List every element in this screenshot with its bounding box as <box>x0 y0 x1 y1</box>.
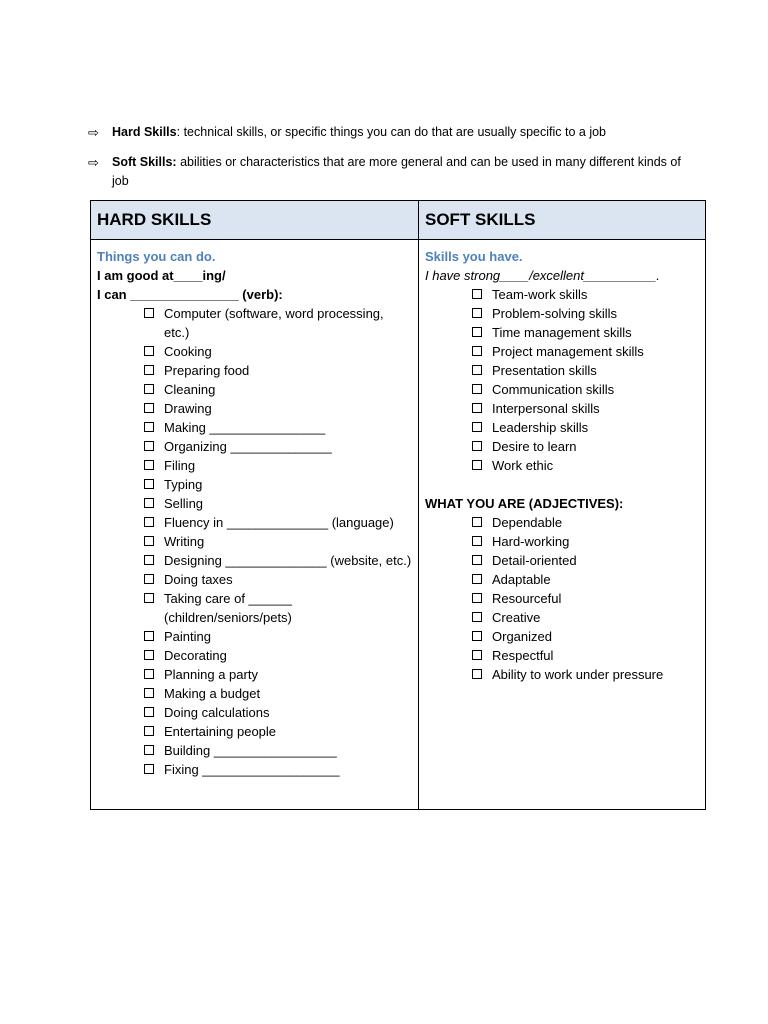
checklist-item[interactable] <box>425 418 699 437</box>
checklist-item[interactable] <box>97 722 412 741</box>
checklist-item-label: Doing calculations <box>164 705 270 720</box>
checkbox-icon[interactable] <box>144 631 154 641</box>
checkbox-icon[interactable] <box>472 422 482 432</box>
checkbox-icon[interactable] <box>144 422 154 432</box>
soft-skills-list <box>425 285 699 475</box>
checkbox-icon[interactable] <box>144 308 154 318</box>
checklist-item[interactable] <box>97 361 412 380</box>
checkbox-icon[interactable] <box>144 688 154 698</box>
checkbox-icon[interactable] <box>472 460 482 470</box>
checkbox-icon[interactable] <box>144 346 154 356</box>
checklist-item[interactable] <box>97 532 412 551</box>
checklist-item[interactable] <box>425 551 699 570</box>
checklist-item[interactable] <box>425 627 699 646</box>
checklist-item-label: Computer (software, word processing, etc.) <box>164 306 384 340</box>
checklist-item[interactable] <box>97 418 412 437</box>
checkbox-icon[interactable] <box>144 745 154 755</box>
checkbox-icon[interactable] <box>472 308 482 318</box>
checklist-item[interactable] <box>97 304 412 342</box>
checkbox-icon[interactable] <box>144 460 154 470</box>
spacer <box>425 475 699 494</box>
checklist-item-label: Work ethic <box>492 458 554 473</box>
checklist-item-label: Desire to learn <box>492 439 577 454</box>
checklist-item[interactable] <box>97 570 412 589</box>
checkbox-icon[interactable] <box>472 327 482 337</box>
checklist-item[interactable] <box>97 627 412 646</box>
checklist-item-label: Creative <box>492 610 541 625</box>
checklist-item[interactable] <box>425 570 699 589</box>
checkbox-icon[interactable] <box>472 669 482 679</box>
checkbox-icon[interactable] <box>144 479 154 489</box>
checklist-item[interactable] <box>97 589 412 627</box>
soft-skills-cell <box>419 240 706 810</box>
checklist-item[interactable] <box>425 361 699 380</box>
checkbox-icon[interactable] <box>472 365 482 375</box>
checklist-item-label: Taking care of ______ (children/seniors/pets) <box>164 591 292 625</box>
checklist-item-label: Respectful <box>492 648 554 663</box>
checkbox-icon[interactable] <box>144 764 154 774</box>
definition-hard-skills <box>88 123 688 142</box>
checkbox-icon[interactable] <box>144 593 154 603</box>
checklist-item-label: Problem-solving skills <box>492 306 617 321</box>
checklist-item[interactable] <box>425 589 699 608</box>
checklist-item-label: Detail-oriented <box>492 553 577 568</box>
checkbox-icon[interactable] <box>144 574 154 584</box>
definition-text: abilities or characteristics that are more general and can be used in many different kinds of job <box>112 155 681 188</box>
checklist-item-label: Designing ______________ (website, etc.) <box>164 553 412 568</box>
checkbox-icon[interactable] <box>144 726 154 736</box>
checklist-item[interactable] <box>97 513 412 532</box>
checklist-item[interactable] <box>425 513 699 532</box>
checklist-item-label: Writing <box>164 534 205 549</box>
checklist-item-label: Decorating <box>164 648 227 663</box>
checkbox-icon[interactable] <box>472 631 482 641</box>
checklist-item-label: Filing <box>164 458 196 473</box>
checkbox-icon[interactable] <box>144 650 154 660</box>
checklist-item-label: Typing <box>164 477 203 492</box>
hard-skills-header: HARD SKILLS <box>91 201 419 240</box>
checklist-item[interactable] <box>425 304 699 323</box>
checklist-item[interactable] <box>425 399 699 418</box>
checklist-item[interactable] <box>425 532 699 551</box>
checkbox-icon[interactable] <box>144 441 154 451</box>
checklist-item[interactable] <box>425 646 699 665</box>
soft-skills-prompt: I have strong____/excellent__________. <box>425 268 660 283</box>
checkbox-icon[interactable] <box>472 289 482 299</box>
checklist-item-label: Planning a party <box>164 667 258 682</box>
checkbox-icon[interactable] <box>144 498 154 508</box>
checkbox-icon[interactable] <box>144 536 154 546</box>
checkbox-icon[interactable] <box>472 403 482 413</box>
checklist-item-label: Drawing <box>164 401 212 416</box>
hard-skills-prompt-2: I can _______________ (verb): <box>97 287 283 302</box>
checklist-item[interactable] <box>97 665 412 684</box>
checklist-item[interactable] <box>97 437 412 456</box>
checklist-item[interactable] <box>97 475 412 494</box>
hard-skills-cell <box>91 240 419 810</box>
checklist-item-label: Preparing food <box>164 363 250 378</box>
checkbox-icon[interactable] <box>144 365 154 375</box>
checklist-item[interactable] <box>425 285 699 304</box>
arrow-icon: ⇨ <box>88 155 99 170</box>
checklist-item-label: Organized <box>492 629 552 644</box>
checkbox-icon[interactable] <box>144 669 154 679</box>
checklist-item-label: Hard-working <box>492 534 570 549</box>
checklist-item[interactable] <box>97 703 412 722</box>
checklist-item[interactable] <box>425 323 699 342</box>
checkbox-icon[interactable] <box>472 517 482 527</box>
definition-term: Soft Skills: <box>112 155 177 169</box>
checklist-item-label: Entertaining people <box>164 724 277 739</box>
checklist-item-label: Building _________________ <box>164 743 337 758</box>
checklist-item-label: Ability to work under pressure <box>492 667 664 682</box>
checkbox-icon[interactable] <box>472 441 482 451</box>
checkbox-icon[interactable] <box>144 555 154 565</box>
checklist-item[interactable] <box>425 456 699 475</box>
checklist-item-label: Interpersonal skills <box>492 401 600 416</box>
hard-skills-subtitle: Things you can do. <box>97 249 216 264</box>
soft-skills-subtitle: Skills you have. <box>425 249 523 264</box>
checklist-item-label: Doing taxes <box>164 572 233 587</box>
checklist-item-label: Cooking <box>164 344 212 359</box>
checklist-item[interactable] <box>97 741 412 760</box>
checkbox-icon[interactable] <box>472 650 482 660</box>
checklist-item-label: Dependable <box>492 515 563 530</box>
soft-skills-header: SOFT SKILLS <box>419 201 706 240</box>
checklist-item-label: Organizing ______________ <box>164 439 332 454</box>
checklist-item[interactable] <box>425 665 699 684</box>
checklist-item-label: Selling <box>164 496 204 511</box>
checklist-item-label: Painting <box>164 629 211 644</box>
checklist-item[interactable] <box>97 646 412 665</box>
checklist-item[interactable] <box>97 342 412 361</box>
checklist-item[interactable] <box>97 380 412 399</box>
checklist-item[interactable] <box>97 399 412 418</box>
checklist-item-label: Leadership skills <box>492 420 589 435</box>
checkbox-icon[interactable] <box>472 555 482 565</box>
checklist-item-label: Fixing ___________________ <box>164 762 340 777</box>
hard-skills-list <box>97 304 412 779</box>
checkbox-icon[interactable] <box>472 346 482 356</box>
adjectives-heading: WHAT YOU ARE (ADJECTIVES): <box>425 496 624 511</box>
checklist-item-label: Cleaning <box>164 382 216 397</box>
checkbox-icon[interactable] <box>144 403 154 413</box>
checklist-item[interactable] <box>97 684 412 703</box>
checklist-item-label: Adaptable <box>492 572 551 587</box>
checklist-item[interactable] <box>425 437 699 456</box>
checklist-item-label: Making ________________ <box>164 420 326 435</box>
checklist-item[interactable] <box>97 456 412 475</box>
checklist-item-label: Making a budget <box>164 686 261 701</box>
checklist-item[interactable] <box>425 608 699 627</box>
definitions <box>88 123 688 202</box>
adjectives-list <box>425 513 699 684</box>
hard-skills-prompt-1: I am good at____ing/ <box>97 268 226 283</box>
checklist-item-label: Project management skills <box>492 344 644 359</box>
checkbox-icon[interactable] <box>144 517 154 527</box>
checklist-item-label: Team-work skills <box>492 287 588 302</box>
checkbox-icon[interactable] <box>144 707 154 717</box>
checklist-item-label: Fluency in ______________ (language) <box>164 515 394 530</box>
checklist-item[interactable] <box>425 380 699 399</box>
checkbox-icon[interactable] <box>472 593 482 603</box>
checklist-item-label: Time management skills <box>492 325 632 340</box>
definition-term: Hard Skills <box>112 125 177 139</box>
arrow-icon: ⇨ <box>88 125 99 140</box>
checkbox-icon[interactable] <box>472 536 482 546</box>
checkbox-icon[interactable] <box>144 384 154 394</box>
definition-text: : technical skills, or specific things you can do that are usually specific to a job <box>176 125 607 139</box>
skills-table <box>90 200 706 810</box>
checkbox-icon[interactable] <box>472 384 482 394</box>
checklist-item[interactable] <box>97 494 412 513</box>
checkbox-icon[interactable] <box>472 574 482 584</box>
checkbox-icon[interactable] <box>472 612 482 622</box>
checklist-item-label: Resourceful <box>492 591 562 606</box>
checklist-item-label: Presentation skills <box>492 363 597 378</box>
checklist-item[interactable] <box>97 760 412 779</box>
checklist-item[interactable] <box>425 342 699 361</box>
checklist-item-label: Communication skills <box>492 382 615 397</box>
definition-soft-skills <box>88 153 688 191</box>
checklist-item[interactable] <box>97 551 412 570</box>
